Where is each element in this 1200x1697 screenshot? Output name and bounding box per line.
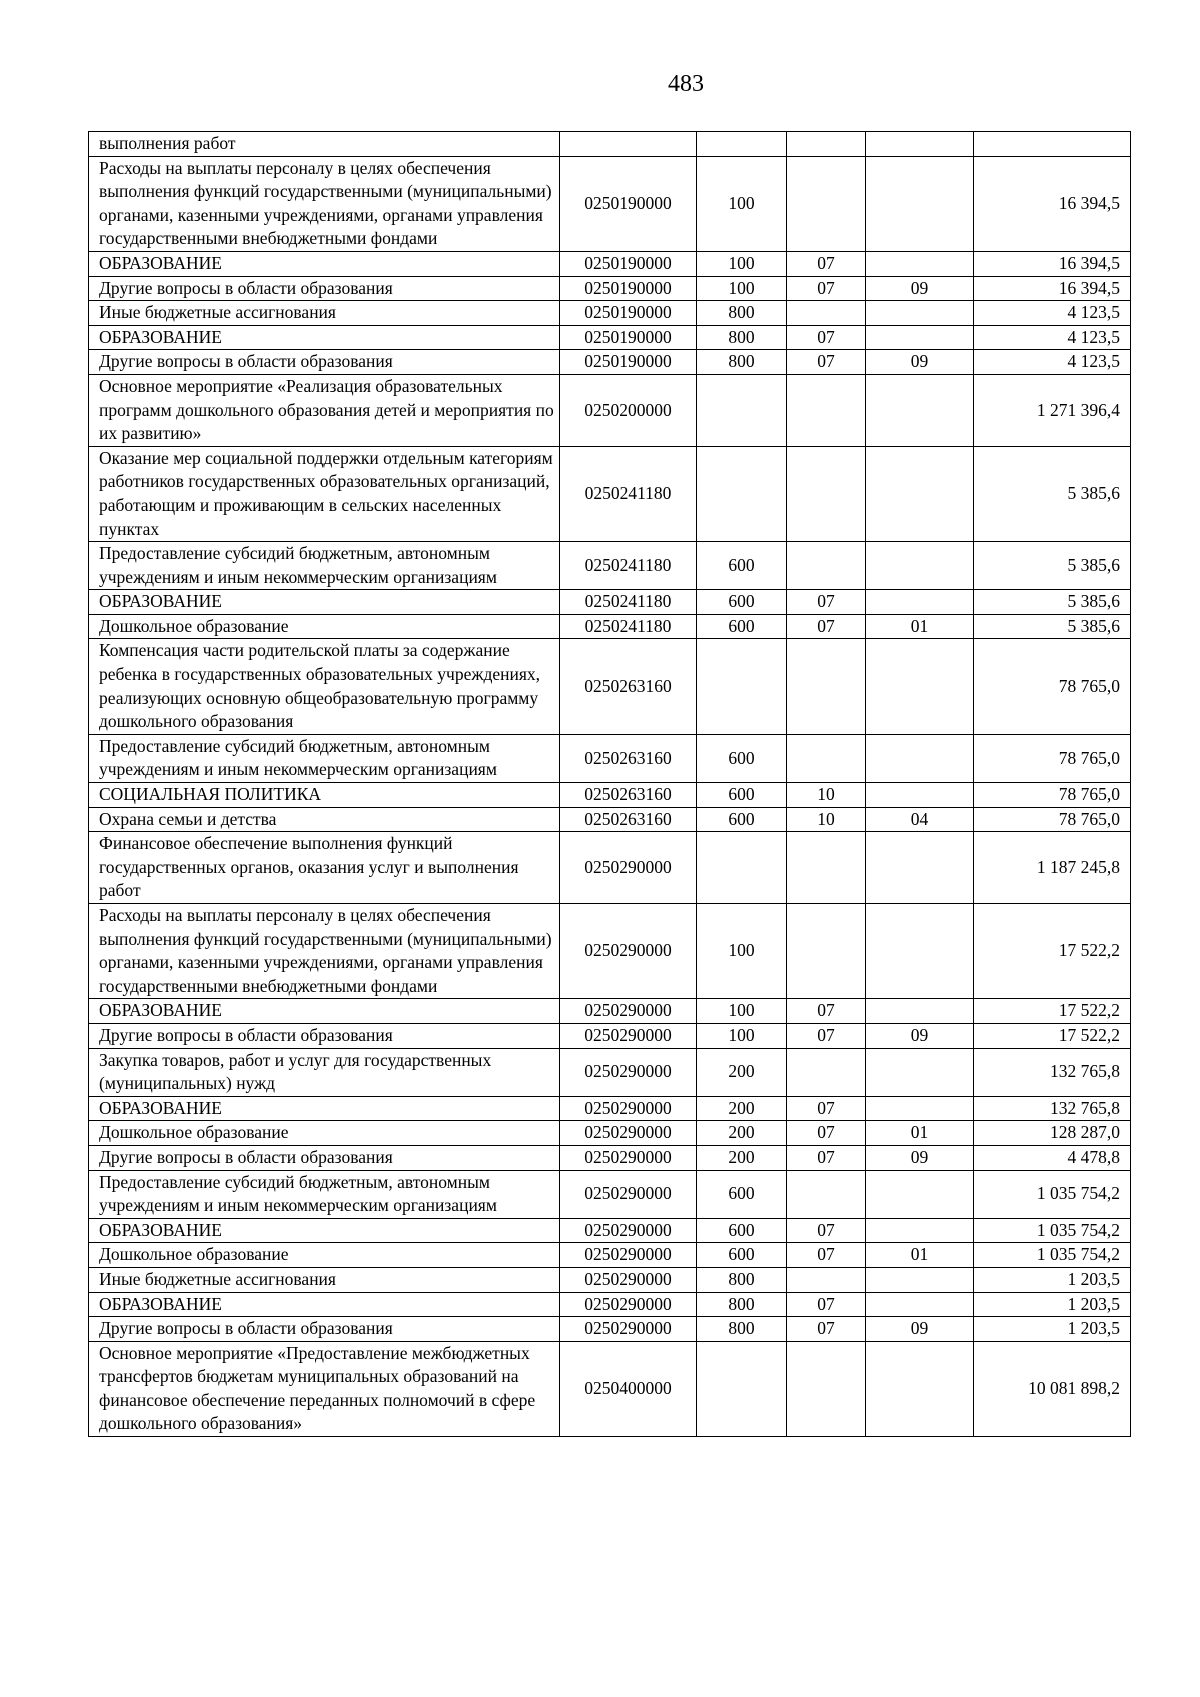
section-cell: 07 bbox=[787, 590, 866, 615]
table-row bbox=[89, 1267, 1131, 1292]
section-cell bbox=[787, 734, 866, 782]
section-cell bbox=[787, 639, 866, 734]
table-row bbox=[89, 734, 1131, 782]
subsection-cell: 09 bbox=[866, 276, 974, 301]
expense-type-cell: 800 bbox=[697, 325, 787, 350]
amount-cell: 17 522,2 bbox=[974, 999, 1131, 1024]
target-article-cell: 0250290000 bbox=[560, 1218, 697, 1243]
amount-cell: 132 765,8 bbox=[974, 1096, 1131, 1121]
amount-cell: 1 203,5 bbox=[974, 1317, 1131, 1342]
section-cell bbox=[787, 832, 866, 904]
table-row bbox=[89, 999, 1131, 1024]
target-article-cell: 0250290000 bbox=[560, 1121, 697, 1146]
section-cell: 07 bbox=[787, 1218, 866, 1243]
target-article-cell: 0250290000 bbox=[560, 1048, 697, 1096]
target-article-cell: 0250263160 bbox=[560, 783, 697, 808]
expense-type-cell bbox=[697, 374, 787, 446]
expense-type-cell: 600 bbox=[697, 1218, 787, 1243]
section-cell: 10 bbox=[787, 807, 866, 832]
expense-name-cell: Другие вопросы в области образования bbox=[89, 1145, 560, 1170]
expense-name-cell: Другие вопросы в области образования bbox=[89, 1023, 560, 1048]
target-article-cell: 0250290000 bbox=[560, 1243, 697, 1268]
subsection-cell bbox=[866, 1048, 974, 1096]
amount-cell: 1 203,5 bbox=[974, 1267, 1131, 1292]
section-cell bbox=[787, 446, 866, 541]
subsection-cell bbox=[866, 156, 974, 251]
amount-cell: 1 035 754,2 bbox=[974, 1170, 1131, 1218]
expense-type-cell: 600 bbox=[697, 734, 787, 782]
section-cell bbox=[787, 1048, 866, 1096]
target-article-cell: 0250200000 bbox=[560, 374, 697, 446]
target-article-cell: 0250400000 bbox=[560, 1341, 697, 1436]
section-cell: 07 bbox=[787, 1096, 866, 1121]
section-cell bbox=[787, 132, 866, 157]
expense-name-cell: Дошкольное образование bbox=[89, 1121, 560, 1146]
expense-type-cell: 200 bbox=[697, 1121, 787, 1146]
subsection-cell: 09 bbox=[866, 1317, 974, 1342]
expense-name-cell: ОБРАЗОВАНИЕ bbox=[89, 251, 560, 276]
table-row bbox=[89, 1243, 1131, 1268]
expense-name-cell: Предоставление субсидий бюджетным, автономным учреждениям и иным некоммерческим организациям bbox=[89, 734, 560, 782]
expense-type-cell: 200 bbox=[697, 1048, 787, 1096]
subsection-cell bbox=[866, 446, 974, 541]
amount-cell: 4 123,5 bbox=[974, 350, 1131, 375]
expense-type-cell: 100 bbox=[697, 156, 787, 251]
target-article-cell: 0250290000 bbox=[560, 1145, 697, 1170]
section-cell bbox=[787, 156, 866, 251]
amount-cell: 16 394,5 bbox=[974, 276, 1131, 301]
target-article-cell: 0250241180 bbox=[560, 446, 697, 541]
subsection-cell bbox=[866, 832, 974, 904]
subsection-cell: 01 bbox=[866, 614, 974, 639]
target-article-cell: 0250290000 bbox=[560, 1096, 697, 1121]
section-cell: 07 bbox=[787, 1121, 866, 1146]
table-body bbox=[89, 132, 1131, 1437]
amount-cell: 1 271 396,4 bbox=[974, 374, 1131, 446]
section-cell: 07 bbox=[787, 1317, 866, 1342]
target-article-cell: 0250190000 bbox=[560, 350, 697, 375]
expense-name-cell: ОБРАЗОВАНИЕ bbox=[89, 325, 560, 350]
table-row bbox=[89, 276, 1131, 301]
subsection-cell bbox=[866, 325, 974, 350]
expense-type-cell: 200 bbox=[697, 1145, 787, 1170]
amount-cell: 10 081 898,2 bbox=[974, 1341, 1131, 1436]
table-row bbox=[89, 590, 1131, 615]
section-cell bbox=[787, 374, 866, 446]
table-row bbox=[89, 350, 1131, 375]
section-cell: 07 bbox=[787, 614, 866, 639]
subsection-cell bbox=[866, 904, 974, 999]
section-cell bbox=[787, 904, 866, 999]
section-cell: 10 bbox=[787, 783, 866, 808]
subsection-cell bbox=[866, 1341, 974, 1436]
amount-cell: 1 203,5 bbox=[974, 1292, 1131, 1317]
table-row bbox=[89, 1341, 1131, 1436]
table-row bbox=[89, 1145, 1131, 1170]
table-row bbox=[89, 301, 1131, 326]
table-row bbox=[89, 1317, 1131, 1342]
target-article-cell: 0250241180 bbox=[560, 614, 697, 639]
subsection-cell bbox=[866, 999, 974, 1024]
subsection-cell bbox=[866, 1267, 974, 1292]
target-article-cell: 0250290000 bbox=[560, 1267, 697, 1292]
subsection-cell: 09 bbox=[866, 1145, 974, 1170]
amount-cell: 5 385,6 bbox=[974, 542, 1131, 590]
expense-type-cell: 100 bbox=[697, 1023, 787, 1048]
amount-cell: 16 394,5 bbox=[974, 156, 1131, 251]
expense-type-cell: 100 bbox=[697, 276, 787, 301]
table-row bbox=[89, 1218, 1131, 1243]
target-article-cell: 0250190000 bbox=[560, 325, 697, 350]
table-row bbox=[89, 251, 1131, 276]
page-number: 483 bbox=[668, 71, 704, 97]
section-cell: 07 bbox=[787, 325, 866, 350]
section-cell: 07 bbox=[787, 999, 866, 1024]
expense-name-cell: выполнения работ bbox=[89, 132, 560, 157]
subsection-cell bbox=[866, 783, 974, 808]
table-row bbox=[89, 1096, 1131, 1121]
expense-type-cell: 600 bbox=[697, 1170, 787, 1218]
table-row bbox=[89, 639, 1131, 734]
amount-cell: 1 035 754,2 bbox=[974, 1243, 1131, 1268]
target-article-cell: 0250241180 bbox=[560, 590, 697, 615]
table-row bbox=[89, 132, 1131, 157]
table-row bbox=[89, 1170, 1131, 1218]
subsection-cell: 01 bbox=[866, 1243, 974, 1268]
expense-type-cell bbox=[697, 639, 787, 734]
expense-name-cell: Закупка товаров, работ и услуг для государственных (муниципальных) нужд bbox=[89, 1048, 560, 1096]
subsection-cell bbox=[866, 1218, 974, 1243]
subsection-cell: 01 bbox=[866, 1121, 974, 1146]
expense-name-cell: СОЦИАЛЬНАЯ ПОЛИТИКА bbox=[89, 783, 560, 808]
expense-name-cell: Компенсация части родительской платы за содержание ребенка в государственных образовательных учреждениях, реализующих основную общеобразовательную программу дошкольного образования bbox=[89, 639, 560, 734]
target-article-cell: 0250290000 bbox=[560, 1292, 697, 1317]
section-cell: 07 bbox=[787, 1292, 866, 1317]
expense-name-cell: Оказание мер социальной поддержки отдельным категориям работников государственных образовательных организаций, работающим и проживающим в сельских населенных пунктах bbox=[89, 446, 560, 541]
amount-cell: 132 765,8 bbox=[974, 1048, 1131, 1096]
expense-type-cell: 100 bbox=[697, 999, 787, 1024]
expense-name-cell: Предоставление субсидий бюджетным, автономным учреждениям и иным некоммерческим организациям bbox=[89, 542, 560, 590]
target-article-cell: 0250190000 bbox=[560, 276, 697, 301]
expense-name-cell: Расходы на выплаты персоналу в целях обеспечения выполнения функций государственными (муниципальными) органами, казенными учреждениями, органами управления государственными внебюджетными фондами bbox=[89, 156, 560, 251]
expense-type-cell: 800 bbox=[697, 301, 787, 326]
subsection-cell bbox=[866, 734, 974, 782]
amount-cell: 1 035 754,2 bbox=[974, 1218, 1131, 1243]
expense-name-cell: Предоставление субсидий бюджетным, автономным учреждениям и иным некоммерческим организациям bbox=[89, 1170, 560, 1218]
table-row bbox=[89, 1048, 1131, 1096]
expense-name-cell: Дошкольное образование bbox=[89, 614, 560, 639]
target-article-cell: 0250263160 bbox=[560, 807, 697, 832]
table-row bbox=[89, 1121, 1131, 1146]
expense-type-cell: 600 bbox=[697, 542, 787, 590]
target-article-cell: 0250263160 bbox=[560, 639, 697, 734]
section-cell: 07 bbox=[787, 1243, 866, 1268]
target-article-cell: 0250290000 bbox=[560, 832, 697, 904]
target-article-cell: 0250290000 bbox=[560, 1170, 697, 1218]
expense-type-cell: 200 bbox=[697, 1096, 787, 1121]
target-article-cell: 0250290000 bbox=[560, 999, 697, 1024]
target-article-cell: 0250190000 bbox=[560, 251, 697, 276]
subsection-cell bbox=[866, 251, 974, 276]
table-row bbox=[89, 1292, 1131, 1317]
table-row bbox=[89, 904, 1131, 999]
amount-cell: 16 394,5 bbox=[974, 251, 1131, 276]
section-cell bbox=[787, 1341, 866, 1436]
expense-name-cell: Расходы на выплаты персоналу в целях обеспечения выполнения функций государственными (муниципальными) органами, казенными учреждениями, органами управления государственными внебюджетными фондами bbox=[89, 904, 560, 999]
expense-type-cell bbox=[697, 446, 787, 541]
section-cell: 07 bbox=[787, 1145, 866, 1170]
amount-cell: 78 765,0 bbox=[974, 807, 1131, 832]
target-article-cell bbox=[560, 132, 697, 157]
table-row bbox=[89, 832, 1131, 904]
subsection-cell bbox=[866, 132, 974, 157]
section-cell: 07 bbox=[787, 251, 866, 276]
amount-cell: 17 522,2 bbox=[974, 904, 1131, 999]
subsection-cell bbox=[866, 639, 974, 734]
expense-name-cell: ОБРАЗОВАНИЕ bbox=[89, 590, 560, 615]
section-cell: 07 bbox=[787, 350, 866, 375]
expense-name-cell: ОБРАЗОВАНИЕ bbox=[89, 1218, 560, 1243]
amount-cell: 78 765,0 bbox=[974, 734, 1131, 782]
amount-cell bbox=[974, 132, 1131, 157]
subsection-cell bbox=[866, 301, 974, 326]
expense-type-cell: 800 bbox=[697, 1317, 787, 1342]
amount-cell: 1 187 245,8 bbox=[974, 832, 1131, 904]
amount-cell: 4 123,5 bbox=[974, 325, 1131, 350]
target-article-cell: 0250290000 bbox=[560, 1023, 697, 1048]
expense-name-cell: ОБРАЗОВАНИЕ bbox=[89, 1096, 560, 1121]
subsection-cell: 04 bbox=[866, 807, 974, 832]
amount-cell: 5 385,6 bbox=[974, 590, 1131, 615]
section-cell bbox=[787, 1170, 866, 1218]
expense-type-cell: 600 bbox=[697, 590, 787, 615]
subsection-cell bbox=[866, 374, 974, 446]
amount-cell: 4 123,5 bbox=[974, 301, 1131, 326]
subsection-cell bbox=[866, 1096, 974, 1121]
target-article-cell: 0250290000 bbox=[560, 904, 697, 999]
section-cell bbox=[787, 301, 866, 326]
expense-name-cell: Иные бюджетные ассигнования bbox=[89, 301, 560, 326]
section-cell: 07 bbox=[787, 1023, 866, 1048]
expense-name-cell: Дошкольное образование bbox=[89, 1243, 560, 1268]
subsection-cell: 09 bbox=[866, 350, 974, 375]
amount-cell: 4 478,8 bbox=[974, 1145, 1131, 1170]
subsection-cell bbox=[866, 1170, 974, 1218]
table-row bbox=[89, 325, 1131, 350]
amount-cell: 128 287,0 bbox=[974, 1121, 1131, 1146]
budget-table bbox=[88, 131, 1131, 1437]
expense-name-cell: Основное мероприятие «Предоставление межбюджетных трансфертов бюджетам муниципальных образований на финансовое обеспечение переданных полномочий в сфере дошкольного образования» bbox=[89, 1341, 560, 1436]
amount-cell: 17 522,2 bbox=[974, 1023, 1131, 1048]
amount-cell: 5 385,6 bbox=[974, 446, 1131, 541]
table-row bbox=[89, 1023, 1131, 1048]
table-row bbox=[89, 156, 1131, 251]
table-row bbox=[89, 783, 1131, 808]
expense-type-cell: 100 bbox=[697, 251, 787, 276]
table-row bbox=[89, 614, 1131, 639]
expense-name-cell: Другие вопросы в области образования bbox=[89, 276, 560, 301]
expense-name-cell: Охрана семьи и детства bbox=[89, 807, 560, 832]
amount-cell: 5 385,6 bbox=[974, 614, 1131, 639]
table-row bbox=[89, 374, 1131, 446]
expense-name-cell: Другие вопросы в области образования bbox=[89, 350, 560, 375]
expense-type-cell: 800 bbox=[697, 1292, 787, 1317]
expense-type-cell: 100 bbox=[697, 904, 787, 999]
amount-cell: 78 765,0 bbox=[974, 783, 1131, 808]
expense-name-cell: ОБРАЗОВАНИЕ bbox=[89, 1292, 560, 1317]
table-row bbox=[89, 542, 1131, 590]
subsection-cell bbox=[866, 542, 974, 590]
expense-type-cell: 800 bbox=[697, 350, 787, 375]
expense-name-cell: Другие вопросы в области образования bbox=[89, 1317, 560, 1342]
expense-type-cell: 600 bbox=[697, 807, 787, 832]
target-article-cell: 0250290000 bbox=[560, 1317, 697, 1342]
section-cell: 07 bbox=[787, 276, 866, 301]
expense-type-cell bbox=[697, 832, 787, 904]
amount-cell: 78 765,0 bbox=[974, 639, 1131, 734]
expense-name-cell: Основное мероприятие «Реализация образовательных программ дошкольного образования детей и мероприятия по их развитию» bbox=[89, 374, 560, 446]
expense-type-cell: 600 bbox=[697, 783, 787, 808]
target-article-cell: 0250190000 bbox=[560, 301, 697, 326]
subsection-cell bbox=[866, 590, 974, 615]
table-row bbox=[89, 446, 1131, 541]
expense-type-cell bbox=[697, 132, 787, 157]
expense-name-cell: ОБРАЗОВАНИЕ bbox=[89, 999, 560, 1024]
subsection-cell bbox=[866, 1292, 974, 1317]
expense-name-cell: Финансовое обеспечение выполнения функций государственных органов, оказания услуг и выполнения работ bbox=[89, 832, 560, 904]
expense-type-cell bbox=[697, 1341, 787, 1436]
table-row bbox=[89, 807, 1131, 832]
expense-type-cell: 800 bbox=[697, 1267, 787, 1292]
target-article-cell: 0250263160 bbox=[560, 734, 697, 782]
target-article-cell: 0250190000 bbox=[560, 156, 697, 251]
section-cell bbox=[787, 542, 866, 590]
expense-name-cell: Иные бюджетные ассигнования bbox=[89, 1267, 560, 1292]
subsection-cell: 09 bbox=[866, 1023, 974, 1048]
expense-type-cell: 600 bbox=[697, 614, 787, 639]
expense-type-cell: 600 bbox=[697, 1243, 787, 1268]
section-cell bbox=[787, 1267, 866, 1292]
target-article-cell: 0250241180 bbox=[560, 542, 697, 590]
